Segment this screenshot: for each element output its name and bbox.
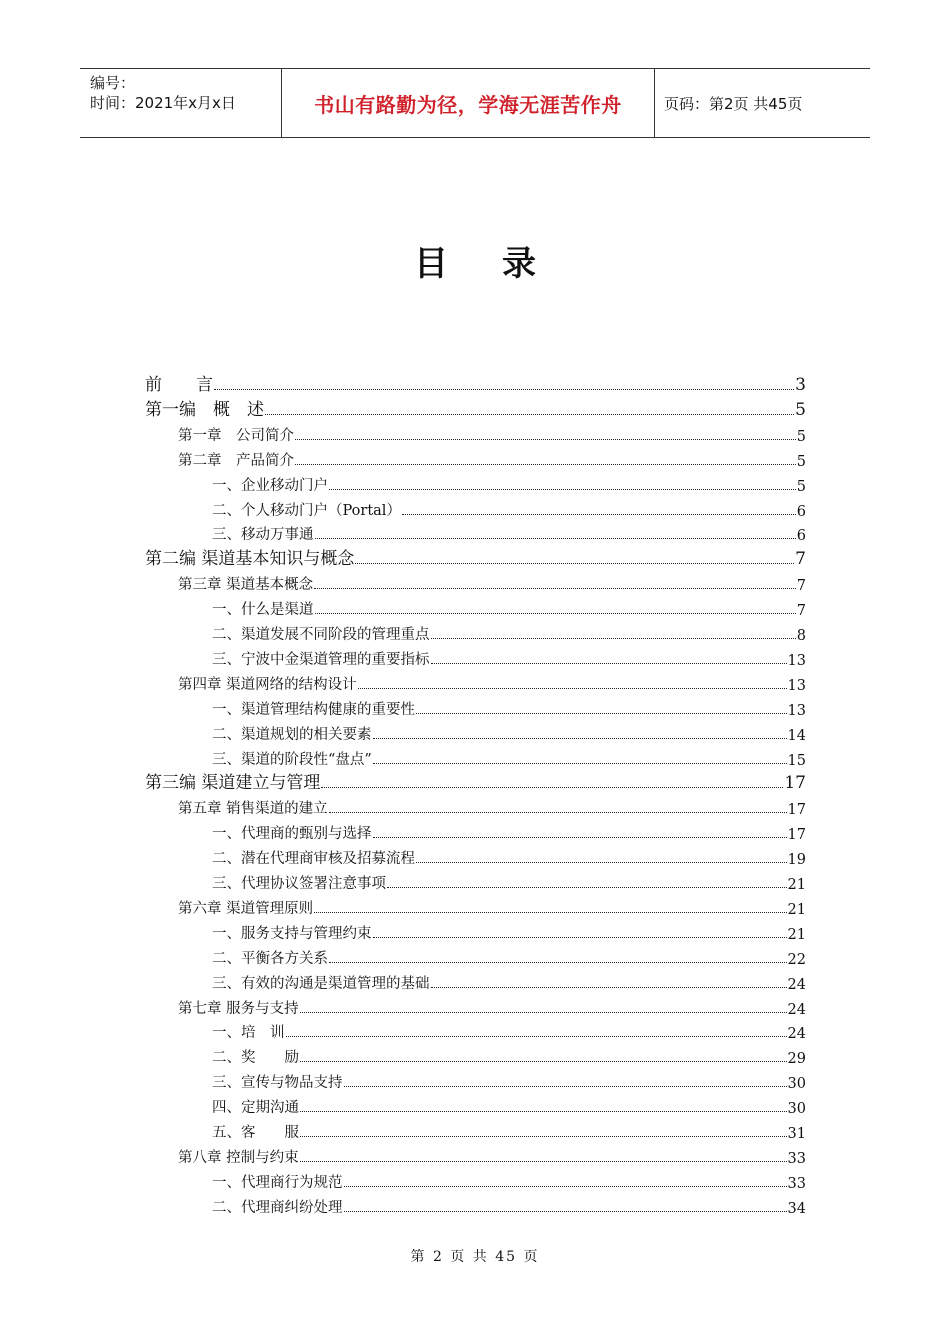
toc-entry-label: 一、什么是渠道 [212, 602, 314, 619]
toc-entry-label: 第四章 渠道网络的结构设计 [178, 676, 357, 693]
toc-entry[interactable] [145, 544, 806, 569]
toc-leader-dots [431, 986, 787, 988]
toc-entry[interactable] [212, 843, 806, 868]
toc-entry[interactable] [212, 968, 806, 993]
toc-entry-page: 30 [787, 1076, 806, 1093]
toc-entry-page: 21 [787, 926, 806, 943]
toc-entry-label: 三、宁波中金渠道管理的重要指标 [212, 651, 430, 668]
toc-entry[interactable] [212, 1067, 806, 1092]
toc-leader-dots [265, 413, 794, 415]
toc-entry[interactable] [212, 495, 806, 520]
toc-entry[interactable] [212, 918, 806, 943]
toc-leader-dots [387, 886, 787, 888]
toc-entry-label: 三、宣传与物品支持 [212, 1075, 343, 1092]
toc-entry-label: 第一章 公司简介 [178, 427, 294, 444]
toc-entry-label: 第三章 渠道基本概念 [178, 577, 314, 594]
toc-entry-label: 二、个人移动门户（Portal） [212, 502, 401, 519]
toc-entry-page: 8 [796, 628, 806, 644]
toc-leader-dots [314, 911, 786, 913]
toc-entry-page: 34 [787, 1200, 806, 1217]
toc-leader-dots [329, 811, 787, 813]
toc-entry-page: 24 [787, 1026, 806, 1043]
toc-leader-dots [431, 662, 787, 664]
toc-entry-page: 7 [796, 603, 806, 620]
header-motto: 书山有路勤为径，学海无涯苦作舟 [314, 92, 622, 117]
toc-entry-page: 21 [787, 877, 806, 893]
toc-entry-label: 第二章 产品简介 [178, 452, 294, 469]
toc-entry-label: 三、渠道的阶段性“盘点” [212, 751, 372, 768]
toc-entry-label: 一、培 训 [212, 1025, 285, 1042]
toc-entry-page: 22 [787, 951, 806, 968]
toc-entry[interactable] [178, 445, 806, 470]
toc-entry-page: 5 [796, 478, 806, 495]
toc-entry-page: 7 [796, 578, 806, 595]
toc-leader-dots [300, 1160, 787, 1162]
document-date: 时间：2021年x月x日 [90, 94, 236, 112]
toc-leader-dots [300, 1060, 787, 1062]
toc-leader-dots [315, 537, 796, 539]
toc-entry[interactable] [212, 943, 806, 968]
toc-leader-dots [286, 1035, 787, 1037]
toc-leader-dots [321, 786, 783, 788]
toc-leader-dots [295, 438, 796, 440]
toc-entry-page: 7 [795, 549, 806, 570]
toc-entry[interactable] [178, 569, 806, 594]
toc-leader-dots [300, 1110, 787, 1112]
toc-leader-dots [300, 1011, 787, 1013]
toc-entry[interactable] [145, 370, 806, 395]
toc-entry[interactable] [145, 395, 806, 420]
toc-entry[interactable] [212, 519, 806, 544]
toc-entry-page: 17 [787, 802, 806, 819]
toc-entry[interactable] [212, 694, 806, 719]
toc-entry[interactable] [178, 893, 806, 918]
toc-entry[interactable] [212, 818, 806, 843]
toc-leader-dots [329, 961, 787, 963]
toc-entry-label: 四、定期沟通 [212, 1100, 299, 1117]
toc-entry-label: 第二编 渠道基本知识与概念 [145, 549, 355, 570]
toc-leader-dots [300, 1135, 787, 1137]
header-page-info: 页码：第2页 共45页 [664, 94, 803, 113]
toc-entry-page: 17 [787, 827, 806, 844]
toc-entry[interactable] [212, 1092, 806, 1117]
toc-leader-dots [355, 562, 794, 564]
toc-entry-page: 21 [787, 901, 806, 918]
toc-entry-label: 第一编 概 述 [145, 399, 264, 420]
document-number: 编号： [90, 74, 136, 92]
toc-entry-label: 第三编 渠道建立与管理 [145, 773, 321, 794]
toc-entry-page: 6 [796, 528, 806, 545]
toc-entry-page: 5 [796, 428, 806, 445]
page-footer: 第 2 页 共 45 页 [410, 1249, 540, 1265]
toc-leader-dots [402, 513, 796, 515]
toc-entry-label: 三、移动万事通 [212, 527, 314, 544]
toc-entry-page: 33 [787, 1150, 806, 1167]
toc-leader-dots [373, 737, 787, 739]
toc-entry[interactable] [178, 993, 806, 1018]
toc-entry-page: 17 [784, 773, 806, 794]
toc-entry-label: 一、服务支持与管理约束 [212, 925, 372, 942]
toc-entry[interactable] [212, 470, 806, 495]
toc-leader-dots [329, 488, 796, 490]
toc-entry-label: 三、代理协议签署注意事项 [212, 876, 386, 892]
toc-entry[interactable] [212, 644, 806, 669]
toc-entry-label: 三、有效的沟通是渠道管理的基础 [212, 975, 430, 992]
toc-entry-page: 14 [787, 727, 806, 744]
toc-entry-page: 15 [787, 752, 806, 769]
toc-entry-label: 二、渠道发展不同阶段的管理重点 [212, 627, 430, 643]
toc-entry-label: 五、客 服 [212, 1125, 299, 1141]
toc-entry-page: 5 [795, 399, 806, 420]
toc-entry-page: 5 [796, 453, 806, 470]
toc-leader-dots [295, 463, 796, 465]
toc-entry-label: 前 言 [145, 375, 213, 395]
toc-entry[interactable] [178, 669, 806, 694]
toc-entry-label: 二、渠道规划的相关要素 [212, 726, 372, 743]
toc-entry-label: 二、代理商纠纷处理 [212, 1199, 343, 1216]
toc-entry-label: 二、奖 励 [212, 1050, 299, 1067]
toc-entry-page: 33 [787, 1175, 806, 1192]
toc-leader-dots [315, 612, 796, 614]
toc-entry-label: 二、潜在代理商审核及招募流程 [212, 851, 415, 868]
toc-entry-page: 3 [795, 375, 806, 395]
toc-entry-page: 31 [787, 1126, 806, 1142]
toc-entry-label: 第八章 控制与约束 [178, 1149, 299, 1166]
toc-entry-page: 24 [787, 976, 806, 993]
page-title: 目录 [414, 244, 590, 284]
toc-leader-dots [416, 712, 787, 714]
toc-leader-dots [314, 587, 796, 589]
toc-entry[interactable] [145, 768, 806, 793]
toc-entry-label: 第七章 服务与支持 [178, 1000, 299, 1017]
toc-leader-dots [214, 388, 794, 390]
toc-leader-dots [416, 861, 787, 863]
toc-entry-label: 一、代理商行为规范 [212, 1174, 343, 1191]
toc-entry-page: 24 [787, 1001, 806, 1018]
toc-leader-dots [344, 1085, 787, 1087]
toc-entry-label: 第五章 销售渠道的建立 [178, 801, 328, 818]
toc-entry[interactable] [212, 1167, 806, 1192]
toc-entry-page: 19 [787, 852, 806, 869]
toc-leader-dots [344, 1185, 787, 1187]
toc-entry-label: 一、代理商的甄别与选择 [212, 826, 372, 843]
toc-leader-dots [373, 762, 787, 764]
toc-entry-label: 二、平衡各方关系 [212, 950, 328, 967]
toc-leader-dots [358, 687, 787, 689]
toc-entry[interactable] [212, 744, 806, 769]
toc-entry-page: 13 [787, 677, 806, 694]
header-meta [80, 69, 282, 137]
toc-entry[interactable] [178, 793, 806, 818]
header-motto-cell [282, 69, 655, 137]
toc-entry[interactable] [212, 619, 806, 644]
toc-entry[interactable] [212, 719, 806, 744]
toc-entry-page: 13 [787, 652, 806, 669]
toc-entry[interactable] [178, 1142, 806, 1167]
toc-entry[interactable] [212, 1117, 806, 1142]
toc-leader-dots [373, 936, 787, 938]
toc-leader-dots [431, 637, 796, 639]
toc-entry[interactable] [212, 1017, 806, 1042]
page-header [80, 68, 870, 138]
toc-entry-label: 一、企业移动门户 [212, 477, 328, 494]
toc-leader-dots [373, 836, 787, 838]
toc-entry-page: 13 [787, 702, 806, 719]
toc-leader-dots [344, 1210, 787, 1212]
toc-entry-label: 第六章 渠道管理原则 [178, 900, 314, 917]
toc-entry[interactable] [212, 594, 806, 619]
toc-entry-page: 30 [787, 1101, 806, 1118]
toc-entry[interactable] [212, 1192, 806, 1217]
toc-entry[interactable] [212, 868, 806, 893]
toc-entry-page: 29 [787, 1051, 806, 1068]
toc-entry[interactable] [212, 1042, 806, 1067]
toc-entry-label: 一、渠道管理结构健康的重要性 [212, 701, 415, 718]
toc-entry-page: 6 [796, 503, 806, 520]
toc-entry[interactable] [178, 420, 806, 445]
